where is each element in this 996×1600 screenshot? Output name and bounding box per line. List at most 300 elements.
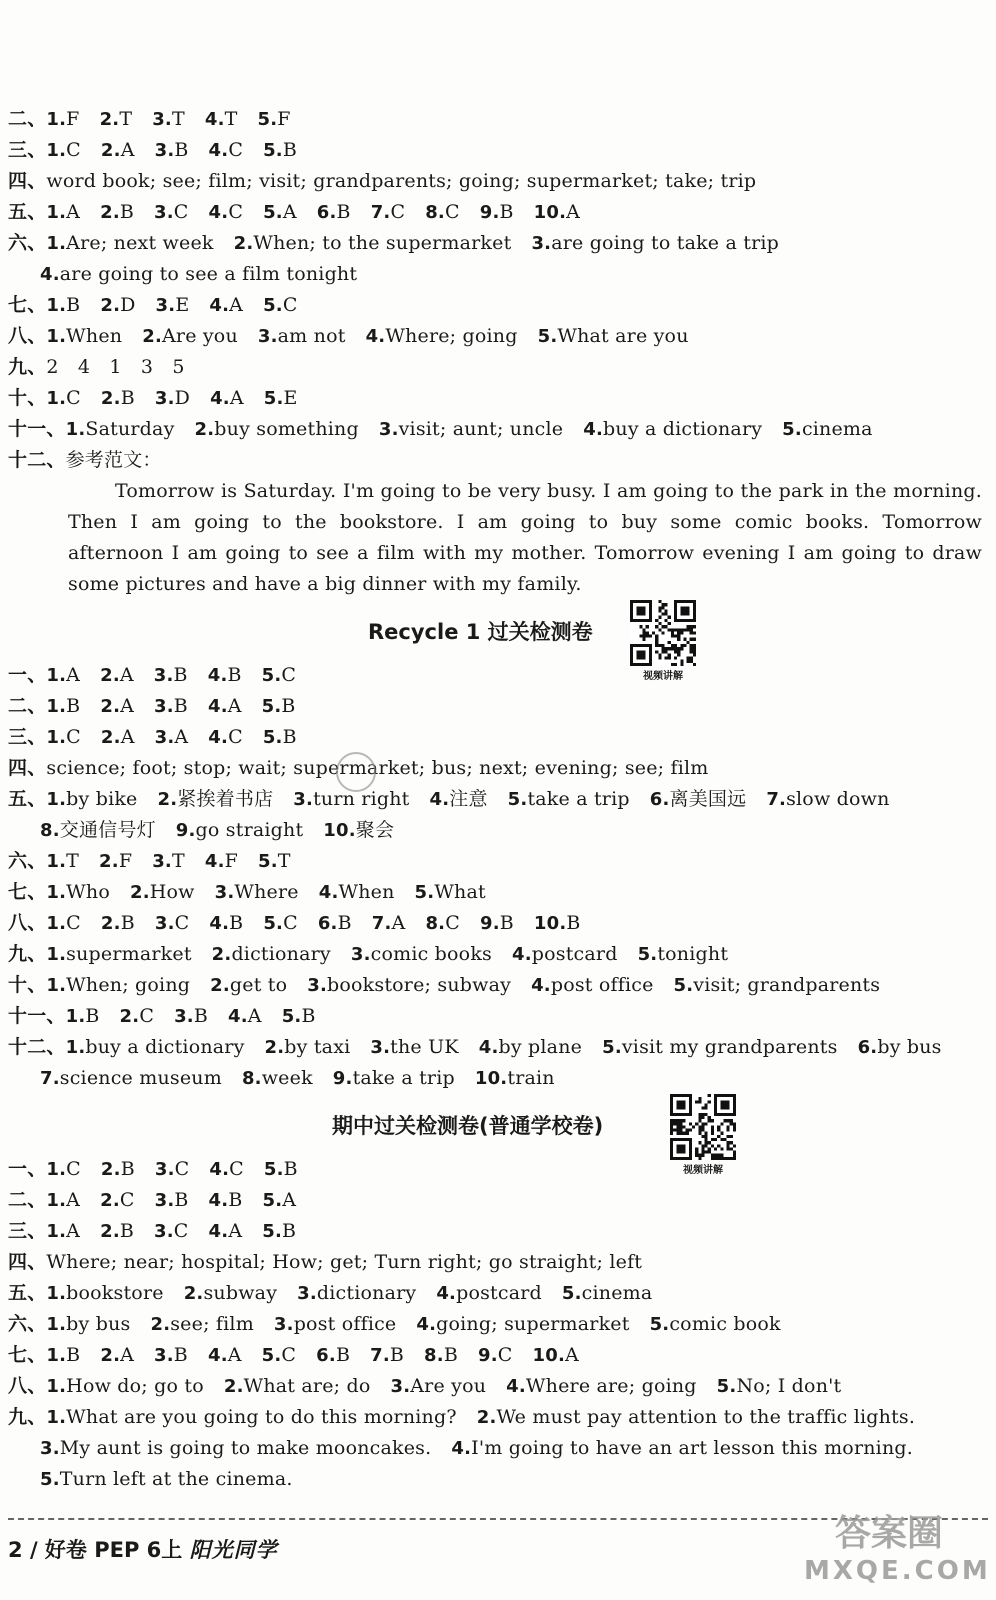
answer-line (8, 784, 976, 814)
qr-module (727, 1135, 730, 1138)
answer-item (100, 1220, 134, 1242)
answer-text: C (139, 1005, 155, 1027)
question-number: 四、 (8, 170, 47, 192)
qr-module (695, 1122, 698, 1125)
answer-item (477, 1406, 915, 1428)
question-number: 十、 (8, 974, 47, 996)
answer-text: C (445, 912, 460, 934)
qr-module (639, 625, 642, 628)
answer-text: A (119, 664, 134, 686)
answer-item (262, 664, 297, 686)
item-number: 4. (511, 944, 532, 965)
qr-module (679, 1132, 682, 1135)
answer-text: How do; go to (66, 1375, 204, 1397)
answer-line (8, 1309, 976, 1339)
qr-module (679, 1125, 682, 1128)
answer-item (318, 912, 352, 934)
item-number: 5. (637, 944, 658, 965)
answer-item (46, 726, 81, 748)
answer-text: F (118, 850, 133, 872)
item-number: 2. (100, 727, 121, 748)
item-number: 3. (293, 789, 314, 810)
qr-module (714, 1147, 717, 1150)
item-number: 1. (46, 326, 67, 347)
item-number: 3. (307, 975, 328, 996)
answer-item (209, 1220, 243, 1242)
answer-item (508, 788, 630, 810)
answer-text: C (228, 201, 244, 223)
item-number: 4. (429, 789, 450, 810)
qr-code-icon[interactable] (670, 1094, 736, 1160)
item-number: 5. (263, 388, 284, 409)
answer-text: by taxi (284, 1036, 351, 1058)
answer-text: visit; grandparents (693, 974, 881, 996)
answer-item (46, 881, 110, 903)
qr-module (720, 1138, 723, 1141)
answer-text: C (173, 201, 189, 223)
answer-item (46, 1406, 456, 1428)
answer-text: T (66, 850, 80, 872)
answer-text: post office (293, 1313, 397, 1335)
answer-item (101, 726, 135, 748)
qr-module (698, 1132, 701, 1135)
answer-text: C (119, 1189, 135, 1211)
answer-item (424, 1344, 458, 1366)
qr-module (717, 1144, 720, 1147)
question-number: 五、 (8, 788, 47, 810)
qr-module (652, 631, 655, 634)
qr-module (658, 653, 661, 656)
answer-item (533, 1344, 579, 1366)
item-number: 9. (479, 202, 500, 223)
answer-item (99, 850, 132, 872)
answer-item (46, 1375, 203, 1397)
answer-text: C (444, 201, 460, 223)
answer-item (366, 325, 518, 347)
item-number: 3. (154, 388, 175, 409)
answer-item (379, 418, 563, 440)
item-number: 8. (241, 1068, 262, 1089)
answer-line (8, 352, 976, 382)
answer-item (370, 1344, 404, 1366)
item-number: 1. (46, 233, 67, 254)
qr-module (690, 631, 693, 634)
answer-text: D (120, 294, 136, 316)
question-number: 七、 (8, 294, 47, 316)
answer-text: Who (66, 881, 110, 903)
answer-line (8, 166, 976, 196)
answer-text: F (277, 108, 291, 130)
qr-module (698, 1116, 701, 1119)
answer-text: F (66, 108, 80, 130)
item-number: 5. (263, 140, 283, 161)
answer-line (8, 1154, 976, 1184)
qr-module (676, 1125, 679, 1128)
qr-module (671, 628, 674, 631)
answer-item (208, 695, 242, 717)
answer-item (650, 788, 747, 810)
qr-module (658, 606, 661, 609)
qr-module (661, 631, 664, 634)
answer-item (215, 881, 299, 903)
answer-line (8, 445, 976, 475)
qr-module (720, 1122, 723, 1125)
answer-line (8, 104, 976, 134)
item-number: 3. (154, 1221, 174, 1242)
item-number: 10. (533, 913, 567, 934)
qr-module (690, 638, 693, 641)
qr-module (643, 631, 646, 634)
qr-module (670, 1125, 673, 1128)
item-number: 7. (370, 1345, 390, 1366)
qr-module (727, 1129, 730, 1132)
answer-text: B (66, 294, 81, 316)
answer-item (674, 974, 881, 996)
item-number: 1. (46, 696, 67, 717)
answer-item (66, 1005, 100, 1027)
qr-module (665, 619, 668, 622)
qr-module (679, 1122, 682, 1125)
answer-text: B (85, 1005, 100, 1027)
qr-module (695, 1100, 698, 1103)
answer-text: post office (550, 974, 654, 996)
qr-module (711, 1138, 714, 1141)
qr-module (711, 1144, 714, 1147)
item-number: 2. (211, 944, 232, 965)
answer-text: C (173, 1220, 189, 1242)
answer-text: Are you (161, 325, 238, 347)
qr-module (693, 644, 696, 647)
qr-module (655, 650, 658, 653)
answer-item (155, 912, 190, 934)
question-number: 六、 (8, 1313, 47, 1335)
qr-module (693, 650, 696, 653)
answer-line (8, 1216, 976, 1246)
answer-item (158, 788, 274, 810)
answer-text: B (566, 912, 581, 934)
qr-module (670, 1119, 673, 1122)
item-number: 5. (262, 1221, 282, 1242)
answer-text: T (119, 108, 133, 130)
qr-module (674, 628, 677, 631)
qr-module (683, 644, 686, 647)
qr-finder-core (680, 606, 689, 615)
qr-module (705, 1144, 708, 1147)
qr-module (708, 1094, 711, 1097)
answer-item (142, 325, 238, 347)
item-number: 3. (390, 1376, 411, 1397)
qr-module (658, 600, 661, 603)
answer-item (208, 726, 243, 748)
essay-line: some pictures and have a big dinner with my family. (68, 573, 582, 595)
qr-module (658, 622, 661, 625)
answer-item (100, 201, 134, 223)
answer-line (8, 753, 976, 783)
answer-line (8, 414, 976, 444)
answer-item (416, 1313, 629, 1335)
item-number: 2. (100, 696, 121, 717)
answer-item (766, 788, 889, 810)
answer-text: B (119, 1220, 135, 1242)
answer-text: word book; see; film; visit; grandparents; going; supermarket; take; trip (46, 170, 757, 192)
essay-line: Tomorrow is Saturday. I'm going to be very busy. I am going to the park in the morning. (115, 480, 982, 502)
answer-item (209, 912, 243, 934)
answer-text: F (224, 850, 238, 872)
qr-module (673, 1119, 676, 1122)
answer-text: A (66, 1189, 81, 1211)
answer-item (46, 294, 80, 316)
qr-module (733, 1144, 736, 1147)
answer-line (8, 939, 976, 969)
item-number: 4. (365, 326, 386, 347)
answer-text: A (566, 201, 581, 223)
qr-module (683, 628, 686, 631)
answer-item (150, 1313, 253, 1335)
answer-text: A (229, 294, 244, 316)
answer-item (228, 1005, 262, 1027)
qr-module (680, 628, 683, 631)
answer-item (46, 356, 184, 378)
item-number: 9. (479, 913, 500, 934)
answer-text: B (173, 664, 188, 686)
item-number: 3. (154, 140, 175, 161)
qr-module (727, 1125, 730, 1128)
question-number: 四、 (8, 1251, 47, 1273)
watermark-logo-text: 答案圈 (834, 1513, 943, 1554)
qr-module (690, 650, 693, 653)
qr-module (698, 1129, 701, 1132)
answer-item (174, 1005, 208, 1027)
item-number: 3. (154, 202, 174, 223)
item-number: 4. (318, 882, 339, 903)
answer-text: Turn left at the cinema. (59, 1468, 293, 1490)
qr-module (676, 1122, 679, 1125)
answer-text: B (335, 1344, 351, 1366)
answer-item (40, 1067, 222, 1089)
answer-item (152, 108, 185, 130)
question-number: 四、 (8, 757, 47, 779)
answer-item (262, 1344, 297, 1366)
answer-text: C (229, 1158, 244, 1180)
answer-item (176, 819, 304, 841)
item-number: 2. (100, 202, 120, 223)
qr-module (717, 1135, 720, 1138)
answer-item (46, 139, 81, 161)
item-number: 5. (673, 975, 694, 996)
answer-item (208, 1344, 242, 1366)
item-number: 4. (204, 109, 225, 130)
answer-text: tonight (657, 943, 729, 965)
item-number: 6. (649, 789, 670, 810)
qr-module (705, 1135, 708, 1138)
answer-text: B (227, 664, 242, 686)
answer-item (46, 1251, 642, 1273)
answer-text: B (283, 1158, 298, 1180)
qr-module (730, 1119, 733, 1122)
item-number: 3. (154, 1345, 174, 1366)
qr-module (693, 638, 696, 641)
question-number: 十一、 (8, 1005, 66, 1027)
qr-module (708, 1147, 711, 1150)
answer-text: A (120, 1344, 135, 1366)
answer-item (100, 695, 134, 717)
answer-text: Where are; going (525, 1375, 697, 1397)
answer-item (782, 418, 873, 440)
answer-item (265, 1036, 351, 1058)
qr-module (677, 635, 680, 638)
answer-text: What are you (557, 325, 689, 347)
answer-line (8, 383, 976, 413)
item-number: 1. (46, 1345, 67, 1366)
qr-module (727, 1141, 730, 1144)
answer-text: How (149, 881, 195, 903)
qr-module (701, 1135, 704, 1138)
item-number: 4. (436, 1283, 457, 1304)
qr-module (665, 609, 668, 612)
qr-module (639, 635, 642, 638)
qr-module (711, 1129, 714, 1132)
item-number: 8. (424, 1345, 444, 1366)
item-number: 3. (154, 727, 175, 748)
footer-separator: / (29, 1538, 38, 1562)
qr-module (670, 1129, 673, 1132)
answer-text: What (434, 881, 486, 903)
qr-module (689, 1122, 692, 1125)
answer-text: buy a dictionary (603, 418, 763, 440)
answer-text: When (66, 325, 123, 347)
answer-item (46, 325, 122, 347)
item-number: 1. (46, 913, 67, 934)
answer-item (234, 232, 512, 254)
answer-text: going; supermarket (436, 1313, 630, 1335)
answer-item (100, 1189, 135, 1211)
item-number: 4. (208, 140, 229, 161)
answer-text: by plane (498, 1036, 583, 1058)
qr-module (677, 631, 680, 634)
qr-module (723, 1138, 726, 1141)
answer-text: take a trip (352, 1067, 455, 1089)
answer-text: B (173, 1344, 188, 1366)
qr-module (673, 1129, 676, 1132)
qr-module (701, 1125, 704, 1128)
answer-text: A (282, 201, 297, 223)
question-number: 一、 (8, 664, 47, 686)
qr-module (705, 1107, 708, 1110)
answer-line (8, 1402, 976, 1432)
qr-module (655, 625, 658, 628)
answer-text: dictionary (316, 1282, 417, 1304)
item-number: 5. (263, 202, 283, 223)
item-number: 4. (451, 1438, 472, 1459)
qr-module (698, 1141, 701, 1144)
item-number: 4. (207, 696, 228, 717)
qr-module (671, 631, 674, 634)
item-number: 5. (262, 1190, 283, 1211)
qr-module (730, 1147, 733, 1150)
answer-text: bookstore; subway (327, 974, 512, 996)
qr-module (677, 628, 680, 631)
item-number: 1. (46, 789, 67, 810)
qr-finder-core (676, 1144, 685, 1153)
item-number: 3. (153, 665, 174, 686)
answer-text: Where (234, 881, 299, 903)
answer-item (154, 201, 189, 223)
answer-item (100, 664, 134, 686)
qr-module (730, 1135, 733, 1138)
answer-item (263, 139, 297, 161)
item-number: 4. (531, 975, 551, 996)
qr-module (677, 650, 680, 653)
question-number: 五、 (8, 201, 47, 223)
answer-text: A (120, 695, 135, 717)
item-number: 2. (100, 913, 121, 934)
answer-line (40, 1433, 976, 1463)
answer-item (66, 418, 175, 440)
qr-module (686, 1132, 689, 1135)
answer-text: by bike (66, 788, 138, 810)
answer-item (66, 449, 162, 471)
question-number: 十、 (8, 387, 47, 409)
answer-text: buy a dictionary (85, 1036, 245, 1058)
answer-line (40, 259, 976, 289)
qr-module (671, 644, 674, 647)
answer-item (209, 1189, 243, 1211)
site-watermark (804, 1512, 991, 1592)
qr-module (701, 1107, 704, 1110)
answer-text: Where; near; hospital; How; get; Turn right; go straight; left (46, 1251, 643, 1273)
qr-caption: 视频讲解 (643, 671, 683, 682)
answer-text: No; I don't (736, 1375, 842, 1397)
answer-item (531, 974, 653, 996)
qr-module (674, 644, 677, 647)
answer-text: We must pay attention to the traffic lights. (496, 1406, 916, 1428)
qr-module (733, 1129, 736, 1132)
qr-module (668, 616, 671, 619)
answer-text: Saturday (85, 418, 175, 440)
answer-item (156, 294, 190, 316)
answer-text: postcard (456, 1282, 542, 1304)
qr-code-icon[interactable] (630, 600, 696, 666)
answer-item (205, 108, 238, 130)
qr-module (680, 631, 683, 634)
answer-text: comic books (370, 943, 492, 965)
answer-item (184, 1282, 277, 1304)
answer-line (8, 908, 976, 938)
answer-item (46, 1282, 163, 1304)
qr-module (705, 1113, 708, 1116)
recycle-heading: Recycle 1 过关检测卷 (368, 620, 593, 644)
answer-item (46, 1189, 80, 1211)
qr-module (705, 1141, 708, 1144)
book-title: 好卷 PEP 6上 (44, 1538, 183, 1562)
item-number: 3. (154, 1159, 175, 1180)
answer-item (562, 1282, 653, 1304)
qr-module (668, 641, 671, 644)
question-number: 八、 (8, 325, 47, 347)
answer-item (101, 387, 135, 409)
item-number: 3. (378, 419, 399, 440)
answer-item (195, 418, 359, 440)
qr-module (676, 1129, 679, 1132)
answer-item (264, 1158, 298, 1180)
answer-text: T (277, 850, 291, 872)
answer-text: B (336, 201, 351, 223)
qr-module (665, 647, 668, 650)
qr-module (701, 1113, 704, 1116)
item-number: 2. (223, 1376, 244, 1397)
question-number: 二、 (8, 1189, 47, 1211)
qr-module (690, 625, 693, 628)
